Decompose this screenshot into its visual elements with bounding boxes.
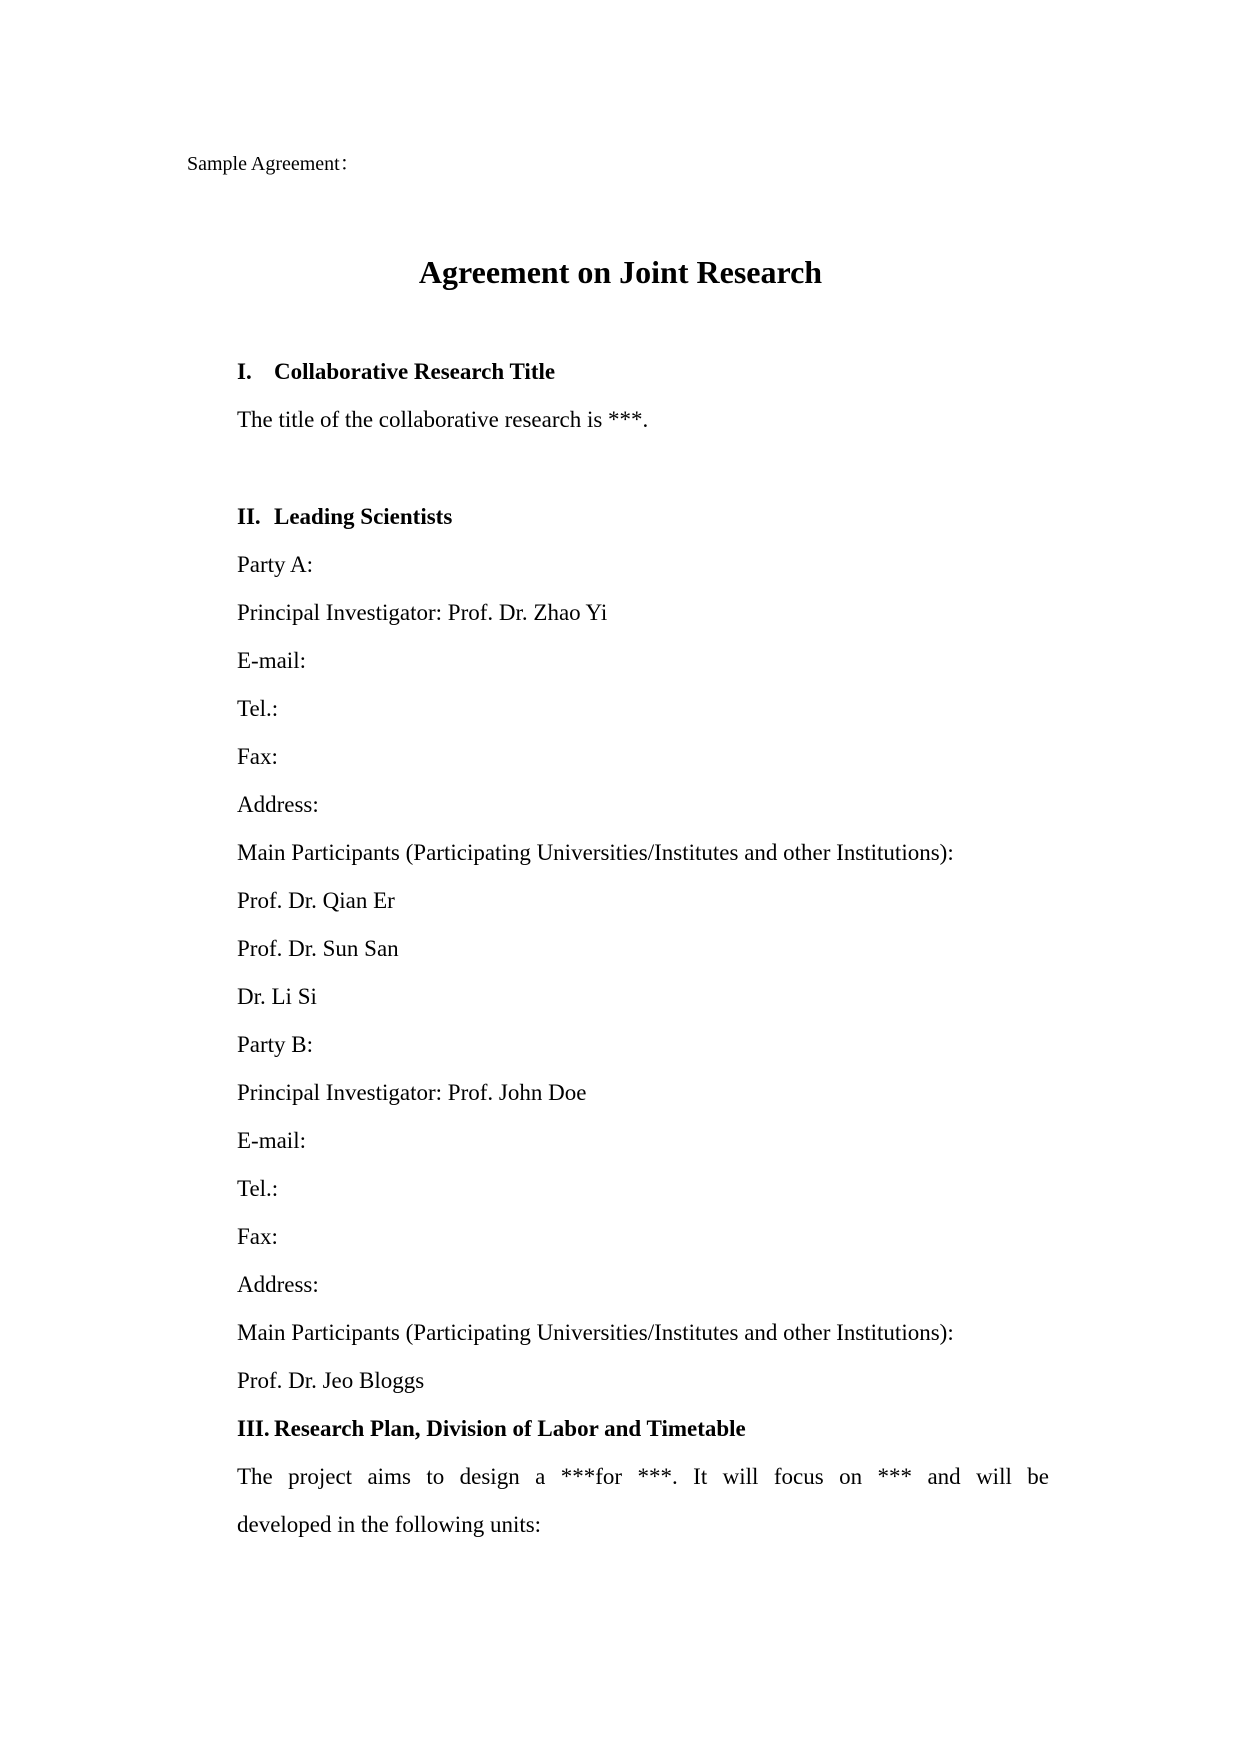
section-1-heading xyxy=(237,358,555,386)
section-title: Leading Scientists xyxy=(274,504,453,529)
section-number: I. xyxy=(237,359,252,384)
party-b-email: E-mail: xyxy=(237,1128,306,1153)
party-a-tel: Tel.: xyxy=(237,696,279,721)
party-a-pi: Principal Investigator: Prof. Dr. Zhao Yi xyxy=(237,600,608,625)
party-b-participant: Prof. Dr. Jeo Bloggs xyxy=(237,1368,425,1393)
sample-agreement-label: Sample Agreement： xyxy=(187,153,360,175)
party-a-participants-label: Main Participants (Participating Universities/Institutes and other Institutions): xyxy=(237,840,954,865)
section-number: III. xyxy=(237,1416,270,1441)
party-b-tel: Tel.: xyxy=(237,1176,279,1201)
party-a-email: E-mail: xyxy=(237,648,306,673)
document-title: Agreement on Joint Research xyxy=(418,254,823,290)
party-b-participants-label: Main Participants (Participating Universities/Institutes and other Institutions): xyxy=(237,1320,954,1345)
section-title: Research Plan, Division of Labor and Timetable xyxy=(274,1416,746,1441)
section-2-heading xyxy=(237,503,452,531)
party-a-label: Party A: xyxy=(237,552,314,577)
section-3-body-line: developed in the following units: xyxy=(237,1512,542,1537)
party-b-address: Address: xyxy=(237,1272,319,1297)
party-a-participant: Prof. Dr. Qian Er xyxy=(237,888,395,913)
section-3-heading xyxy=(237,1415,746,1443)
party-a-participant: Dr. Li Si xyxy=(237,984,317,1009)
section-1-body: The title of the collaborative research is ***. xyxy=(237,407,649,432)
section-number: II. xyxy=(237,504,261,529)
section-3-body-line: The project aims to design a ***for ***. It will focus on *** and will be xyxy=(237,1464,1049,1489)
section-title: Collaborative Research Title xyxy=(274,359,556,384)
party-b-pi: Principal Investigator: Prof. John Doe xyxy=(237,1080,587,1105)
party-a-address: Address: xyxy=(237,792,319,817)
party-a-participant: Prof. Dr. Sun San xyxy=(237,936,399,961)
party-b-fax: Fax: xyxy=(237,1224,278,1249)
party-b-label: Party B: xyxy=(237,1032,314,1057)
party-a-fax: Fax: xyxy=(237,744,278,769)
